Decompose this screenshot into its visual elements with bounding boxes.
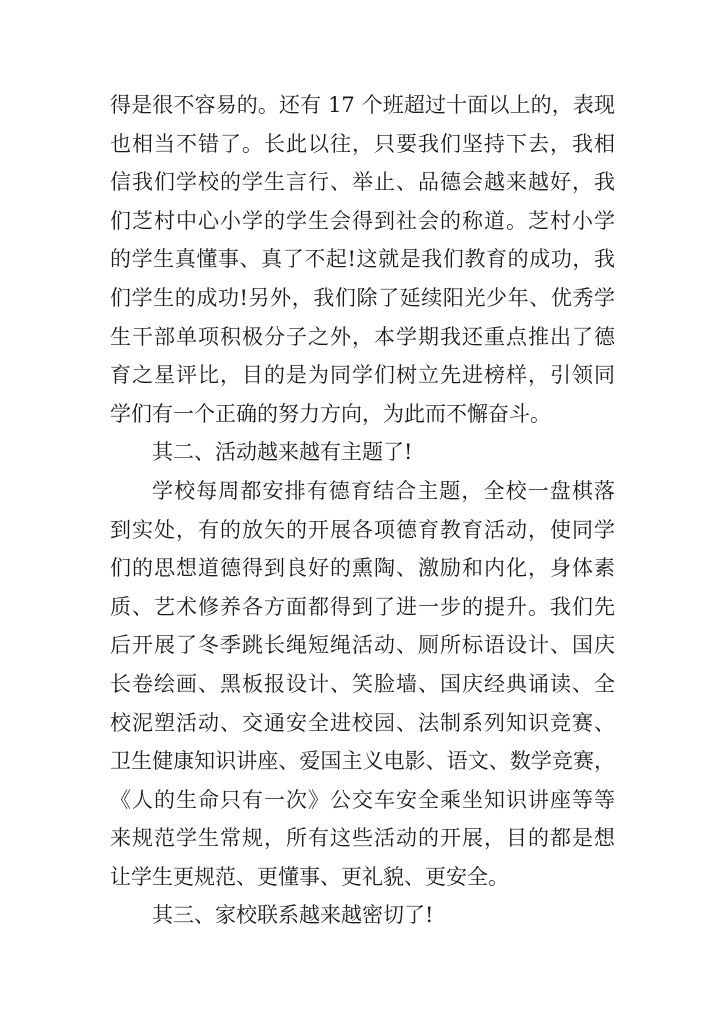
text-line-4: 们芝村中心小学的学生会得到社会的称道。芝村小学 — [110, 208, 615, 233]
text-line-13: 们的思想道德得到良好的熏陶、激励和内化，身体素 — [110, 556, 615, 581]
document-body — [110, 86, 615, 935]
text-line-1: 得是很不容易的。还有 17 个班超过十面以上的，表现 — [110, 93, 615, 117]
text-line-16: 长卷绘画、黑板报设计、笑脸墙、国庆经典诵读、全 — [110, 671, 615, 696]
text-line-9: 学们有一个正确的努力方向，为此而不懈奋斗。 — [110, 401, 551, 426]
text-line-11: 学校每周都安排有德育结合主题，全校一盘棋落 — [152, 478, 615, 503]
text-line-3: 信我们学校的学生言行、举止、品德会越来越好，我 — [110, 170, 615, 195]
text-line-7: 生干部单项积极分子之外，本学期我还重点推出了德 — [110, 324, 615, 349]
text-line-21: 让学生更规范、更懂事、更礼貌、更安全。 — [110, 864, 509, 889]
text-line-18: 卫生健康知识讲座、爱国主义电影、语文、数学竞赛， — [110, 749, 615, 774]
text-line-20: 来规范学生常规，所有这些活动的开展，目的都是想 — [110, 826, 615, 851]
text-line-12: 到实处，有的放矢的开展各项德育教育活动，使同学 — [110, 517, 615, 542]
text-line-14: 质、艺术修养各方面都得到了进一步的提升。我们先 — [110, 594, 615, 619]
text-line-8: 育之星评比，目的是为同学们树立先进榜样，引领同 — [110, 363, 615, 388]
text-line-17: 校泥塑活动、交通安全进校园、法制系列知识竞赛、 — [110, 710, 615, 735]
section-heading-2: 其二、活动越来越有主题了! — [152, 440, 413, 465]
text-line-19: 《人的生命只有一次》公交车安全乘坐知识讲座等等 — [110, 787, 615, 812]
section-heading-3: 其三、家校联系越来越密切了! — [152, 903, 434, 928]
text-line-5: 的学生真懂事、真了不起!这就是我们教育的成功，我 — [110, 247, 615, 272]
text-line-2: 也相当不错了。长此以往，只要我们坚持下去，我相 — [110, 131, 615, 156]
text-line-6: 们学生的成功!另外，我们除了延续阳光少年、优秀学 — [110, 285, 615, 310]
text-line-15: 后开展了冬季跳长绳短绳活动、厕所标语设计、国庆 — [110, 633, 615, 658]
